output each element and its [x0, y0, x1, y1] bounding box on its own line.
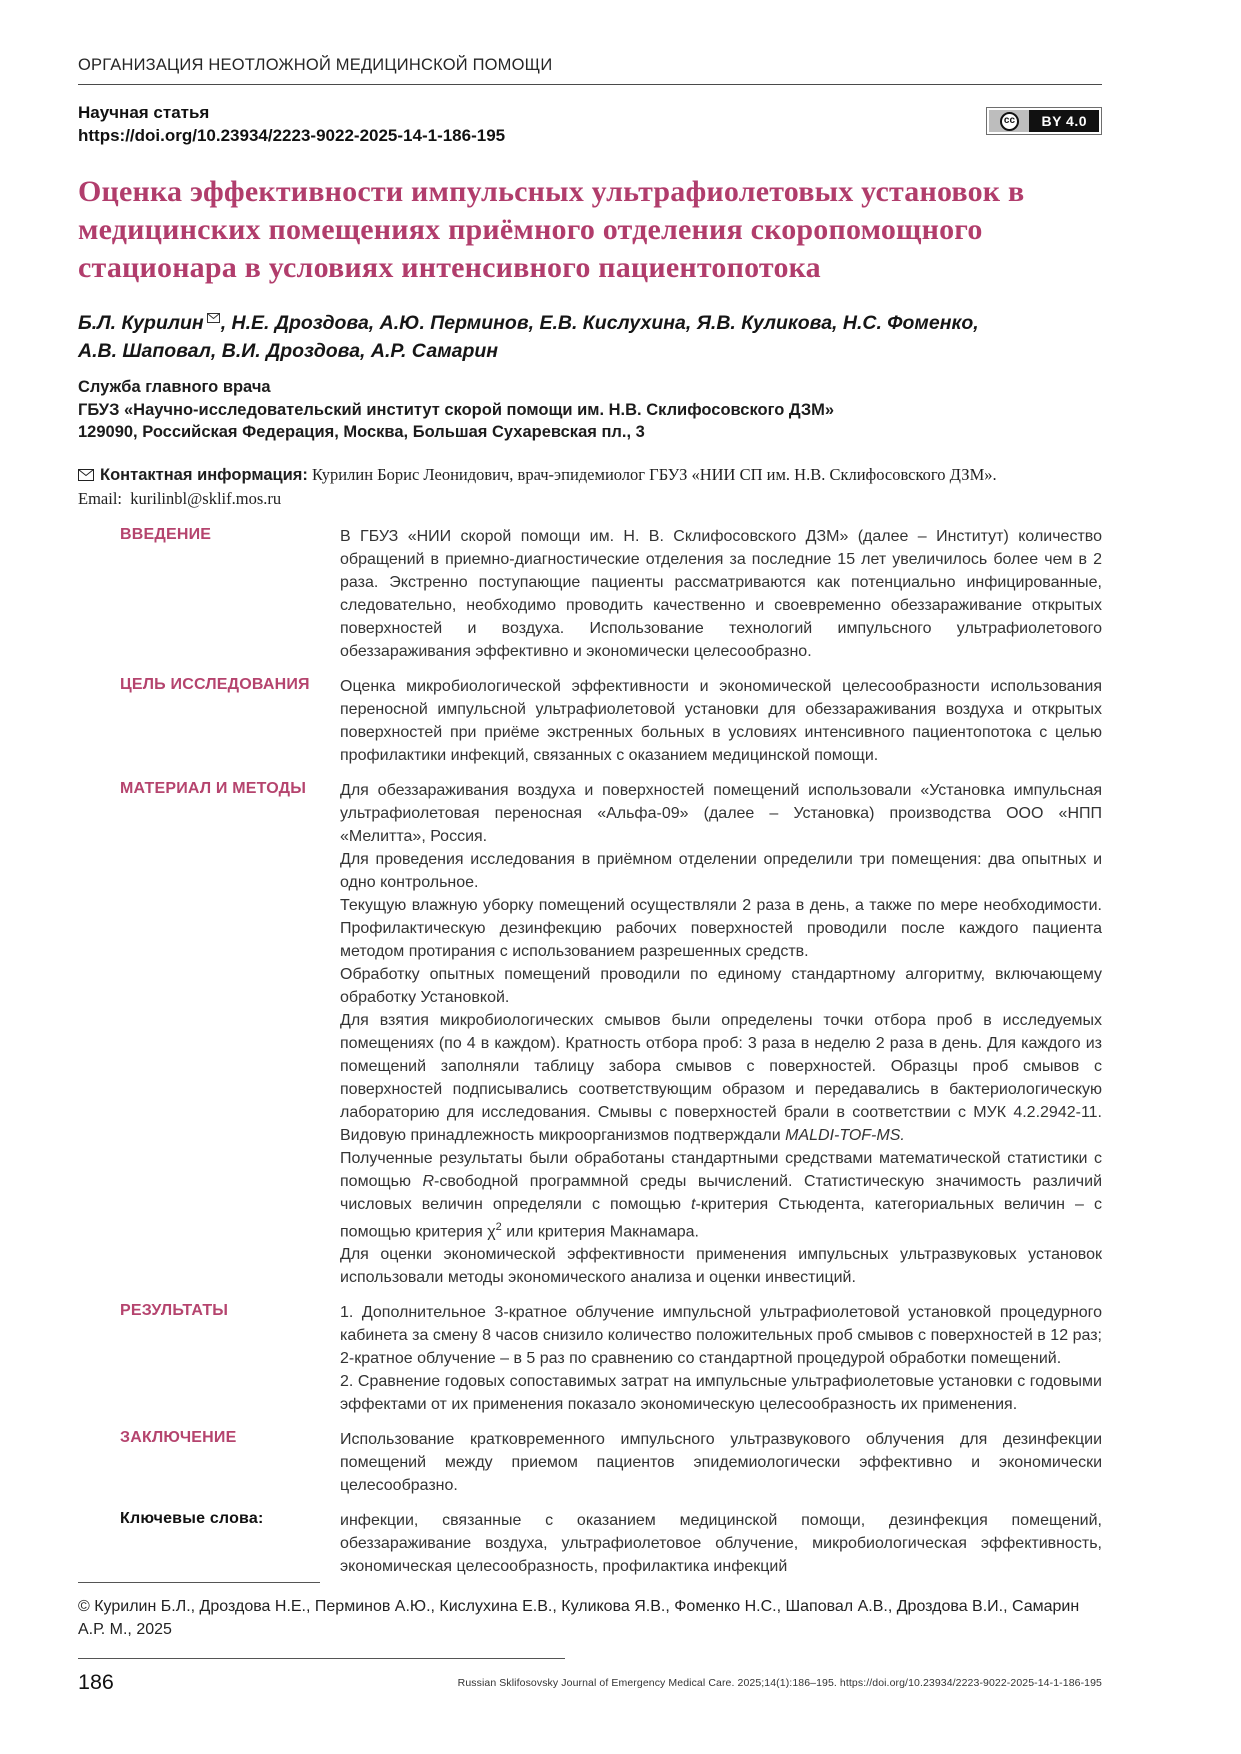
authors-line	[78, 303, 1102, 365]
article-meta	[78, 101, 1102, 147]
envelope-icon	[207, 303, 220, 331]
journal-footer-line: Russian Sklifosovsky Journal of Emergency Medical Care. 2025;14(1):186–195. https://doi.org/10.23934/2223-9022-2025-14-1-186-195	[457, 1676, 1102, 1689]
aim-text: Оценка микробиологической эффективности и экономической целесообразности использования переносной импульсной ультрафиолетовой установки для обеззараживания воздуха и открытых поверхностей при приёме экстренных больных в условиях интенсивного пациентопотока с целью профилактики инфекций, связанных с оказанием медицинской помощи.	[340, 677, 1102, 764]
copyright-line: © Курилин Б.Л., Дроздова Н.Е., Перминов А.Ю., Кислухина Е.В., Куликова Я.В., Фоменко Н.С., Шаповал А.В., Дроздова В.И., Самарин А.Р. М., 2025	[78, 1598, 1080, 1638]
authors-rest: , Н.Е. Дроздова, А.Ю. Перминов, Е.В. Кислухина, Я.В. Куликова, Н.С. Фоменко,	[220, 312, 979, 334]
section-conclusion	[78, 1428, 1102, 1497]
email-link[interactable]: kurilinbl@sklif.mos.ru	[130, 488, 282, 508]
affiliation-block	[78, 376, 1102, 444]
affiliation-department: Служба главного врача	[78, 378, 271, 396]
affiliation-address: 129090, Российская Федерация, Москва, Большая Сухаревская пл., 3	[78, 423, 645, 441]
methods-paragraph: Обработку опытных помещений проводили по единому стандартному алгоритму, включающему обработку Установкой.	[340, 965, 1102, 1006]
conclusion-text: Использование кратковременного импульсного ультразвукового облучения для дезинфекции помещений между приемом пациентов эпидемиологически эффективно и экономически целесообразно.	[340, 1430, 1102, 1494]
methods-paragraph: Текущую влажную уборку помещений осуществляли 2 раза в день, а также по мере необходимости. Профилактическую дезинфекцию рабочих поверхностей проводили после каждого пациента методом протирания с использованием разрешенных средств.	[340, 896, 1102, 960]
affiliation-institute: ГБУЗ «Научно-исследовательский институт скорой помощи им. Н.В. Склифосовского ДЗМ»	[78, 400, 835, 419]
journal-section-header: ОРГАНИЗАЦИЯ НЕОТЛОЖНОЙ МЕДИЦИНСКОЙ ПОМОЩИ	[78, 56, 1102, 85]
section-results	[78, 1301, 1102, 1416]
methods-paragraph: Для взятия микробиологических смывов были определены точки отбора проб в исследуемых помещениях (по 4 в каждом). Кратность отбора проб: 3 раза в неделю 2 раза в день. Для каждого из помещений заполняли таблицу забора смывов с поверхностей. Образцы проб смывов с поверхностей подписывались соответствующим образом и передавались в бактериологическую лабораторию для исследования. Смывы с поверхностей брали в соответствии с МУК 4.2.2942-11. Видовую принадлежность микроорганизмов подтверждали MALDI-TOF-MS.	[340, 1011, 1102, 1144]
methods-paragraph: Для обеззараживания воздуха и поверхностей помещений использовали «Установка импульсная ультрафиолетовая переносная «Альфа-09» (далее – Установка) производства ООО «НПП «Мелитта», Россия.	[340, 781, 1102, 845]
section-label-introduction: ВВЕДЕНИЕ	[120, 525, 212, 543]
chi-symbol: χ	[487, 1222, 496, 1240]
cc-by-license-badge[interactable]	[986, 107, 1102, 135]
section-methods	[78, 779, 1102, 1289]
abstract	[78, 525, 1102, 1578]
divider	[78, 1658, 565, 1659]
contact-label: Контактная информация:	[100, 465, 308, 484]
section-aim	[78, 675, 1102, 767]
license-label: BY 4.0	[1029, 110, 1099, 132]
section-keywords	[78, 1509, 1102, 1578]
methods-paragraph: Для оценки экономической эффективности применения импульсных ультразвуковых установок использовали методы экономического анализа и оценки инвестиций.	[340, 1245, 1102, 1286]
page-title: Оценка эффективности импульсных ультрафиолетовых установок в медицинских помещениях приёмного отделения скоропомощного стационара в условиях интенсивного пациентопотока	[78, 175, 1025, 284]
maldi-term: MALDI-TOF-MS.	[785, 1126, 905, 1144]
keywords-text: инфекции, связанные с оказанием медицинской помощи, дезинфекция помещений, обеззараживание воздуха, ультрафиолетовое облучение, микробиологическая эффективность, экономическая целесообразность, профилактика инфекций	[340, 1511, 1102, 1575]
contact-info-block	[78, 463, 1102, 510]
methods-paragraph: Полученные результаты были обработаны стандартными средствами математической статистики с помощью R-свободной программной среды вычислений. Статистическую значимость различий числовых величин определяли с помощью t-критерия Стьюдента, категориальных величин – с помощью критерия $\chi^2$ или критерия Макнамара.	[340, 1149, 1103, 1240]
page-footer	[78, 1658, 1102, 1695]
envelope-icon	[78, 466, 94, 485]
doi-link[interactable]: https://doi.org/10.23934/2223-9022-2025-14-1-186-195	[78, 126, 506, 145]
contact-person: Курилин Борис Леонидович, врач-эпидемиолог ГБУЗ «НИИ СП им. Н.В. Склифосовского ДЗМ».	[307, 464, 997, 484]
copyright-block	[78, 1582, 1102, 1641]
results-paragraph: 2. Сравнение годовых сопоставимых затрат на импульсные ультрафиолетовые установки с годовыми эффектами от их применения показало экономическую целесообразность их применения.	[340, 1372, 1102, 1413]
corresponding-author: Б.Л. Курилин	[78, 312, 204, 334]
email-label: Email:	[78, 488, 122, 508]
divider	[78, 1582, 320, 1583]
results-paragraph: 1. Дополнительное 3-кратное облучение импульсной ультрафиолетовой установкой процедурного кабинета за смену 8 часов снизило количество положительных проб смывов с поверхностей в 12 раз; 2-кратное облучение – в 5 раз по сравнению со стандартной процедурой обработки помещений.	[340, 1303, 1102, 1367]
section-introduction	[78, 525, 1102, 663]
page-number: 186	[78, 1670, 114, 1694]
methods-paragraph: Для проведения исследования в приёмном отделении определили три помещения: два опытных и одно контрольное.	[340, 850, 1102, 891]
introduction-text: В ГБУЗ «НИИ скорой помощи им. Н. В. Склифосовского ДЗМ» (далее – Институт) количество обращений в приемно-диагностические отделения за последние 15 лет увеличилось более чем в 2 раза. Экстренно поступающие пациенты рассматриваются как потенциально инфицированные, следовательно, необходимо проводить качественно и своевременно обеззараживание открытых поверхностей и воздуха. Использование технологий импульсного ультрафиолетового обеззараживания эффективно и экономически целесообразно.	[340, 527, 1102, 660]
authors-line2: А.В. Шаповал, В.И. Дроздова, А.Р. Самарин	[78, 340, 499, 362]
section-label-methods: МАТЕРИАЛ И МЕТОДЫ	[120, 779, 307, 797]
section-label-aim: ЦЕЛЬ ИССЛЕДОВАНИЯ	[120, 675, 310, 693]
cc-icon: cc	[989, 110, 1029, 132]
keywords-label: Ключевые слова:	[120, 1509, 264, 1527]
section-label-conclusion: ЗАКЛЮЧЕНИЕ	[120, 1428, 237, 1446]
section-label-results: РЕЗУЛЬТАТЫ	[120, 1301, 229, 1319]
article-type-label: Научная статья	[78, 103, 210, 122]
